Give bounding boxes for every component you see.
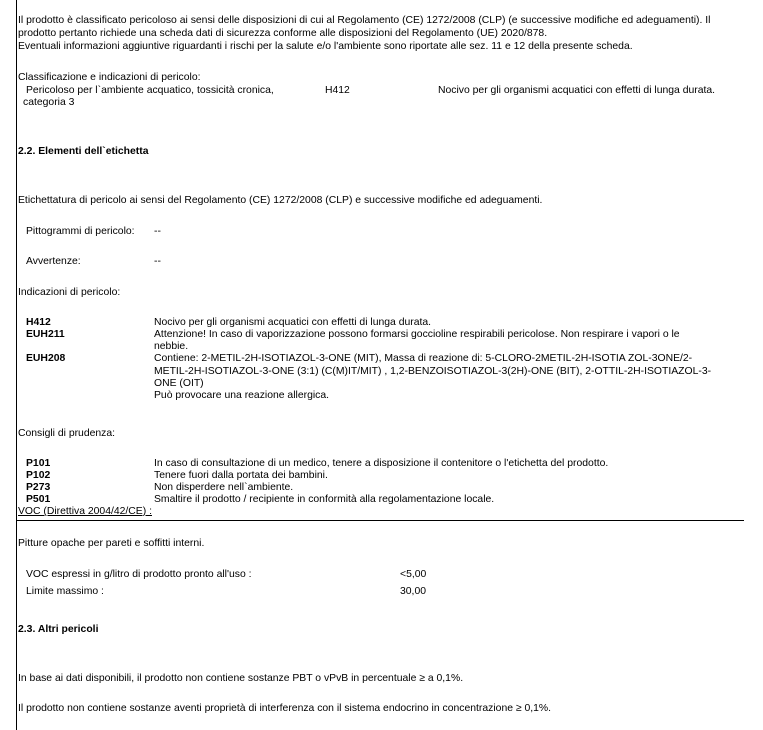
- hazard-text-euh208-line-1: Contiene: 2-METIL-2H-ISOTIAZOL-3-ONE (MIT), Massa di reazione di: 5-CLORO-2METIL-2H-ISOTIA ZOL-3ONE/2-: [154, 353, 693, 364]
- hazard-text-euh211-line-1: Attenzione! In caso di vaporizzazione possono formarsi goccioline respirabili pericolose. Non respirare i vapori o le: [154, 329, 680, 340]
- hazard-heading: Indicazioni di pericolo:: [18, 287, 121, 298]
- intro-line-3: Eventuali informazioni aggiuntive riguardanti i rischi per la salute e/o l'ambiente sono riportate alle sez. 11 e 12 della presente scheda.: [18, 41, 633, 52]
- labelling-statement: Etichettatura di pericolo ai sensi del Regolamento (CE) 1272/2008 (CLP) e successive modifiche ed adeguamenti.: [18, 195, 543, 206]
- voc-expressed-value: <5,00: [400, 569, 427, 580]
- precaution-text-p501: Smaltire il prodotto / recipiente in conformità alla regolamentazione locale.: [154, 494, 495, 505]
- voc-expressed-label: VOC espressi in g/litro di prodotto pronto all'uso :: [26, 569, 252, 580]
- voc-heading: VOC (Direttiva 2004/42/CE) :: [18, 506, 152, 517]
- precaution-text-p101: In caso di consultazione di un medico, tenere a disposizione il contenitore o l'etichetta del prodotto.: [154, 458, 609, 469]
- intro-line-1: Il prodotto è classificato pericoloso ai sensi delle disposizioni di cui al Regolamento (CE) 1272/2008 (CLP) (e successive modifiche ed adeguamenti). Il: [18, 15, 711, 26]
- section-2-3-title: 2.3. Altri pericoli: [18, 624, 99, 635]
- warnings-value: --: [154, 256, 161, 267]
- hazard-text-euh208-line-2: METIL-2H-ISOTIAZOL-3-ONE (3:1) (C(M)IT/MIT) , 1,2-BENZOISOTIAZOL-3(2H)-ONE (BIT), 2-OTTIL-2H-ISOTIAZOL-3-: [154, 366, 712, 377]
- precaution-code-p101: P101: [26, 458, 51, 469]
- hazard-text-euh208-line-4: Può provocare una reazione allergica.: [154, 390, 330, 401]
- voc-product-type: Pitture opache per pareti e soffitti interni.: [18, 538, 205, 549]
- classification-code: H412: [325, 85, 350, 96]
- voc-limit-label: Limite massimo :: [26, 586, 104, 597]
- left-margin-rule: [16, 0, 17, 730]
- classification-class-line-1: Pericoloso per l`ambiente acquatico, tossicità cronica,: [26, 85, 274, 96]
- hazard-text-euh208-line-3: ONE (OIT): [154, 378, 204, 389]
- hazard-text-h412: Nocivo per gli organismi acquatici con effetti di lunga durata.: [154, 317, 432, 328]
- precaution-text-p102: Tenere fuori dalla portata dei bambini.: [154, 470, 328, 481]
- pbt-statement: In base ai dati disponibili, il prodotto non contiene sostanze PBT o vPvB in percentuale ≥ a 0,1%.: [18, 673, 464, 684]
- pictograms-value: --: [154, 226, 161, 237]
- precaution-heading: Consigli di prudenza:: [18, 428, 116, 439]
- hazard-text-euh211-line-2: nebbie.: [154, 341, 189, 352]
- precaution-code-p501: P501: [26, 494, 51, 505]
- hazard-code-h412: H412: [26, 317, 51, 328]
- pictograms-label: Pittogrammi di pericolo:: [26, 226, 135, 237]
- hazard-code-euh211: EUH211: [26, 329, 65, 340]
- precaution-text-p273: Non disperdere nell`ambiente.: [154, 482, 294, 493]
- classification-description: Nocivo per gli organismi acquatici con effetti di lunga durata.: [438, 85, 716, 96]
- hazard-code-euh208: EUH208: [26, 353, 66, 364]
- classification-class-line-2: categoria 3: [23, 97, 75, 108]
- intro-line-2: prodotto pertanto richiede una scheda dati di sicurezza conforme alle disposizioni del Regolamento (UE) 2020/878.: [18, 28, 548, 39]
- endocrine-statement: Il prodotto non contiene sostanze aventi proprietà di interferenza con il sistema endocrino in concentrazione ≥ 0,1%.: [18, 703, 552, 714]
- warnings-label: Avvertenze:: [26, 256, 81, 267]
- precaution-code-p102: P102: [26, 470, 51, 481]
- classification-heading: Classificazione e indicazioni di pericolo:: [18, 72, 201, 83]
- section-2-2-title: 2.2. Elementi dell`etichetta: [18, 146, 149, 157]
- precaution-code-p273: P273: [26, 482, 51, 493]
- voc-limit-value: 30,00: [400, 586, 427, 597]
- voc-divider: [16, 520, 744, 521]
